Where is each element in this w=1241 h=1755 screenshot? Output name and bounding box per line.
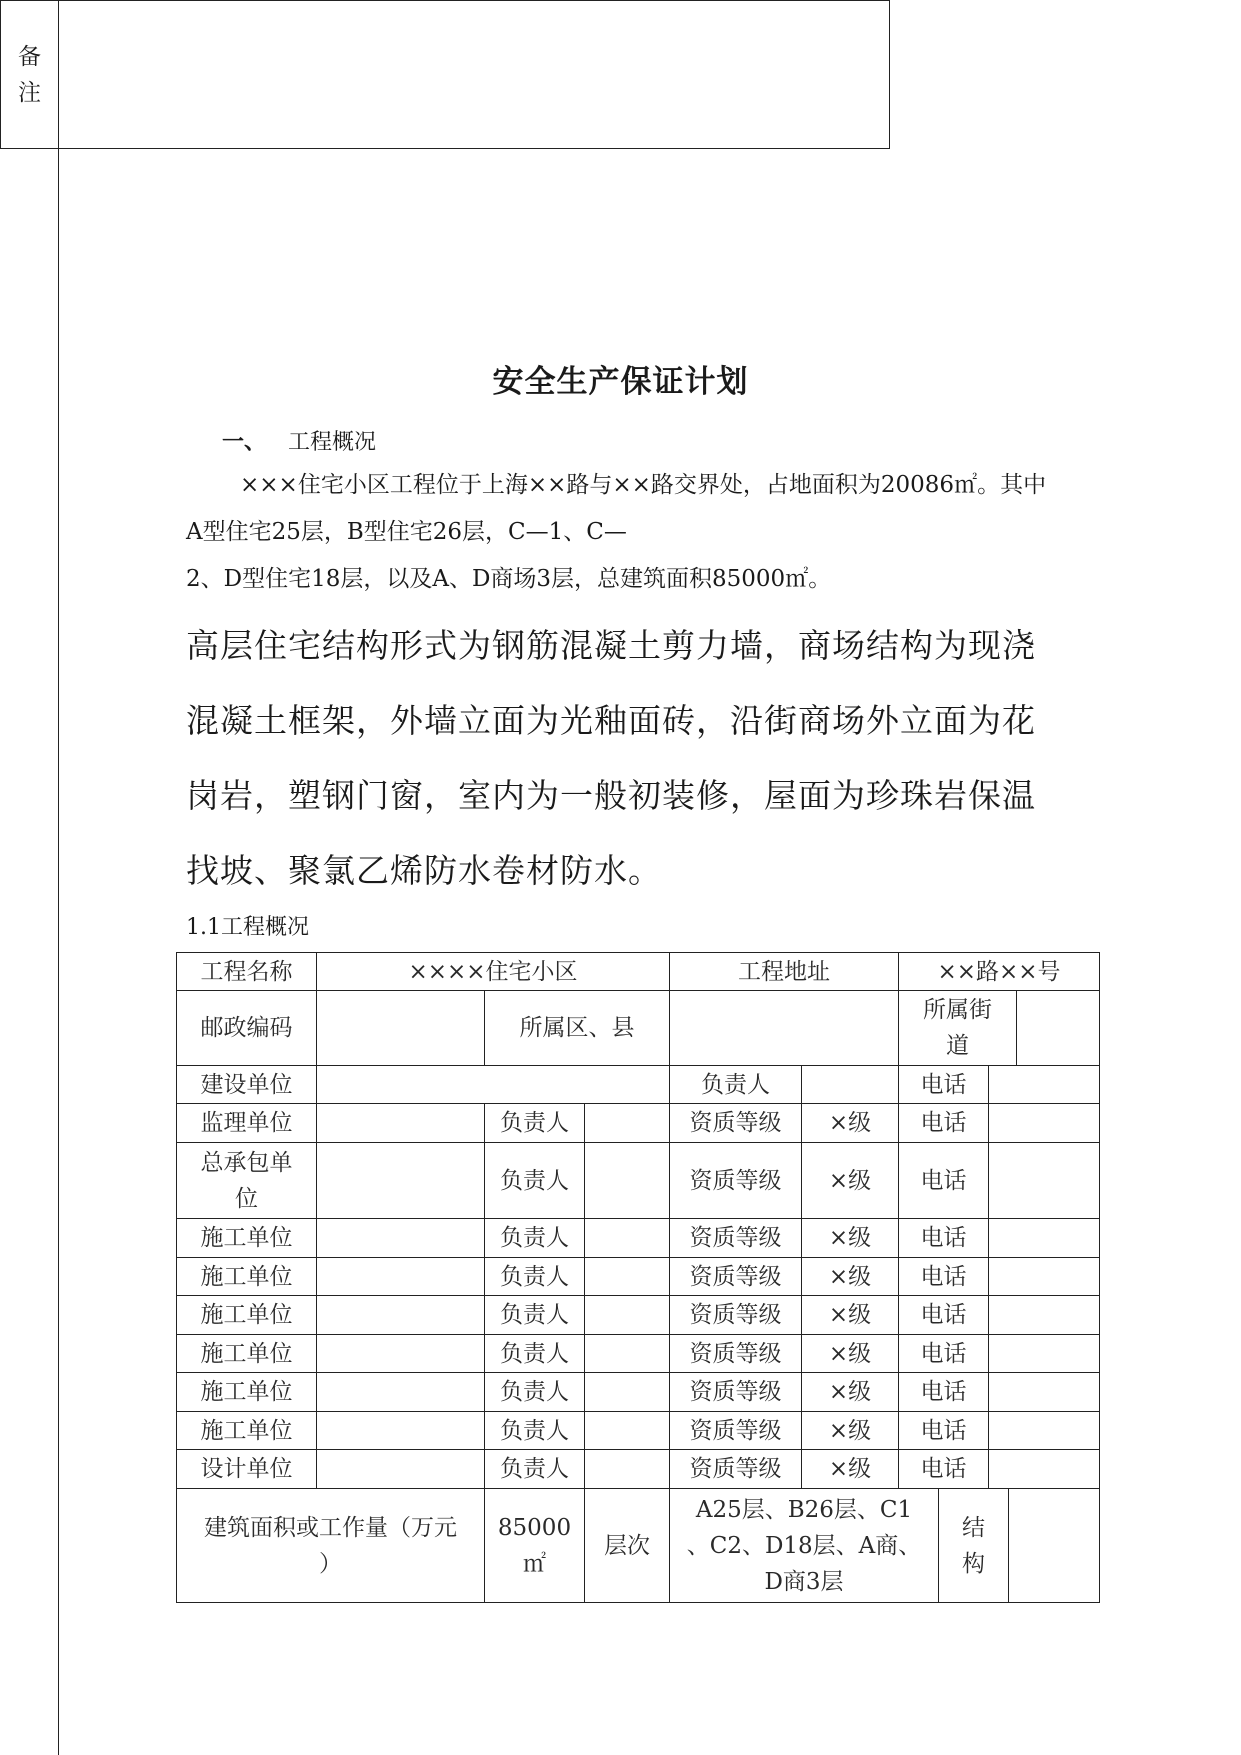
table-cell [177, 1489, 485, 1602]
area-label-line-1: 建筑面积或工作量（万元 [204, 1514, 457, 1541]
subsection-title: 1.1工程概况 [186, 915, 309, 940]
table-cell: 电话 [899, 1373, 989, 1412]
table-cell: 层次 [585, 1489, 670, 1602]
intro-line-2: A型住宅25层，B型住宅26层，C—1、C— [186, 519, 627, 545]
table-cell: 资质等级 [670, 1258, 802, 1296]
floors-value-line-1: A25层、B26层、C1 [695, 1496, 913, 1523]
table-cell: ×级 [802, 1335, 899, 1373]
table-cell [317, 1373, 485, 1412]
table-cell: 负责人 [670, 1066, 802, 1104]
table-cell [585, 1296, 670, 1335]
remark-box [0, 0, 890, 149]
table-cell [585, 1219, 670, 1258]
intro-line-1: ×××住宅小区工程位于上海××路与××路交界处，占地面积为20086㎡。其中 [240, 472, 1047, 498]
street-label-line-2: 道 [946, 1033, 969, 1059]
table-cell [939, 1489, 1009, 1602]
table-cell: 负责人 [485, 1412, 585, 1450]
structure-label-line-1: 结 [962, 1514, 985, 1541]
table-cell: 施工单位 [177, 1373, 317, 1412]
table-cell [585, 1412, 670, 1450]
gc-label-line-2: 位 [235, 1185, 258, 1212]
table-cell: ×级 [802, 1143, 899, 1219]
section-number: 一、 [222, 430, 267, 455]
table-cell: 施工单位 [177, 1412, 317, 1450]
document-title: 安全生产保证计划 [492, 364, 749, 400]
structure-line-3: 岗岩，塑钢门窗，室内为一般初装修，屋面为珍珠岩保温 [186, 776, 1036, 815]
table-cell: ×级 [802, 1219, 899, 1258]
project-overview-table [176, 952, 1100, 1603]
table-cell: 负责人 [485, 1296, 585, 1335]
section-title: 工程概况 [288, 430, 377, 455]
area-label-line-2: ） [319, 1550, 342, 1577]
table-cell [989, 1296, 1099, 1335]
table-cell [899, 991, 1017, 1066]
table-cell [317, 1258, 485, 1296]
table-cell [1017, 991, 1099, 1066]
structure-line-1: 高层住宅结构形式为钢筋混凝土剪力墙，商场结构为现浇 [186, 626, 1036, 665]
table-cell [989, 1066, 1099, 1104]
floors-value-line-3: D商3层 [764, 1568, 844, 1595]
table-cell: 电话 [899, 1104, 989, 1143]
table-cell [1009, 1489, 1099, 1602]
table-cell [585, 1143, 670, 1219]
table-cell: 负责人 [485, 1104, 585, 1143]
table-cell: 施工单位 [177, 1296, 317, 1335]
table-cell: 施工单位 [177, 1219, 317, 1258]
table-cell: 资质等级 [670, 1412, 802, 1450]
table-cell: ×级 [802, 1258, 899, 1296]
table-cell [317, 1412, 485, 1450]
table-cell [317, 1296, 485, 1335]
table-cell: 资质等级 [670, 1143, 802, 1219]
area-value-line-1: 85000 [497, 1514, 572, 1541]
remark-label-char-2: 注 [18, 80, 41, 106]
table-cell [177, 1143, 317, 1219]
table-cell [989, 1373, 1099, 1412]
table-cell: ××××住宅小区 [317, 953, 670, 991]
table-cell: 电话 [899, 1219, 989, 1258]
table-cell: ×级 [802, 1450, 899, 1489]
table-cell: 施工单位 [177, 1335, 317, 1373]
table-cell [670, 991, 899, 1066]
table-cell: 负责人 [485, 1373, 585, 1412]
floors-value-line-2: 、C2、D18层、A商、 [686, 1532, 922, 1559]
table-cell [317, 1335, 485, 1373]
table-cell: 负责人 [485, 1335, 585, 1373]
table-cell: 负责人 [485, 1450, 585, 1489]
table-cell: 负责人 [485, 1258, 585, 1296]
table-cell [989, 1104, 1099, 1143]
intro-line-3: 2、D型住宅18层，以及A、D商场3层，总建筑面积85000㎡。 [186, 566, 832, 592]
table-cell: ×级 [802, 1412, 899, 1450]
table-cell: 所属区、县 [485, 991, 670, 1066]
table-cell: 电话 [899, 1412, 989, 1450]
table-cell: 资质等级 [670, 1296, 802, 1335]
structure-line-2: 混凝土框架，外墙立面为光釉面砖，沿街商场外立面为花 [186, 701, 1036, 740]
table-cell: 资质等级 [670, 1373, 802, 1412]
table-cell [670, 1489, 939, 1602]
table-cell [317, 1450, 485, 1489]
table-cell: 负责人 [485, 1143, 585, 1219]
table-cell [317, 1066, 670, 1104]
table-cell: 设计单位 [177, 1450, 317, 1489]
table-cell: 电话 [899, 1296, 989, 1335]
area-value-line-2: ㎡ [523, 1550, 546, 1577]
table-cell: 电话 [899, 1066, 989, 1104]
table-cell: 工程名称 [177, 953, 317, 991]
remark-label-cell [0, 0, 59, 1755]
table-cell: 负责人 [485, 1219, 585, 1258]
table-cell: 电话 [899, 1335, 989, 1373]
street-label-line-1: 所属街 [923, 997, 992, 1023]
structure-line-4: 找坡、聚氯乙烯防水卷材防水。 [186, 851, 662, 890]
table-cell [989, 1450, 1099, 1489]
table-cell: 施工单位 [177, 1258, 317, 1296]
table-cell [989, 1412, 1099, 1450]
table-cell: 工程地址 [670, 953, 899, 991]
table-cell [317, 1104, 485, 1143]
table-cell [989, 1335, 1099, 1373]
table-cell: 电话 [899, 1450, 989, 1489]
table-cell [585, 1335, 670, 1373]
table-cell [585, 1373, 670, 1412]
table-cell: ××路××号 [899, 953, 1099, 991]
table-cell [989, 1258, 1099, 1296]
table-cell: 资质等级 [670, 1335, 802, 1373]
table-cell: ×级 [802, 1373, 899, 1412]
table-cell [317, 991, 485, 1066]
table-cell: ×级 [802, 1296, 899, 1335]
table-cell: 邮政编码 [177, 991, 317, 1066]
gc-label-line-1: 总承包单 [200, 1149, 293, 1176]
table-cell [485, 1489, 585, 1602]
table-cell: 资质等级 [670, 1450, 802, 1489]
table-cell: ×级 [802, 1104, 899, 1143]
table-cell [317, 1143, 485, 1219]
table-cell [802, 1066, 899, 1104]
table-cell: 建设单位 [177, 1066, 317, 1104]
structure-label-line-2: 构 [962, 1550, 985, 1577]
table-cell: 监理单位 [177, 1104, 317, 1143]
table-cell [989, 1219, 1099, 1258]
table-cell [989, 1143, 1099, 1219]
table-cell [585, 1104, 670, 1143]
remark-label-char-1: 备 [18, 44, 41, 70]
table-cell [585, 1450, 670, 1489]
table-cell: 资质等级 [670, 1104, 802, 1143]
table-cell [585, 1258, 670, 1296]
table-cell: 电话 [899, 1143, 989, 1219]
table-cell [317, 1219, 485, 1258]
table-cell: 电话 [899, 1258, 989, 1296]
table-cell: 资质等级 [670, 1219, 802, 1258]
